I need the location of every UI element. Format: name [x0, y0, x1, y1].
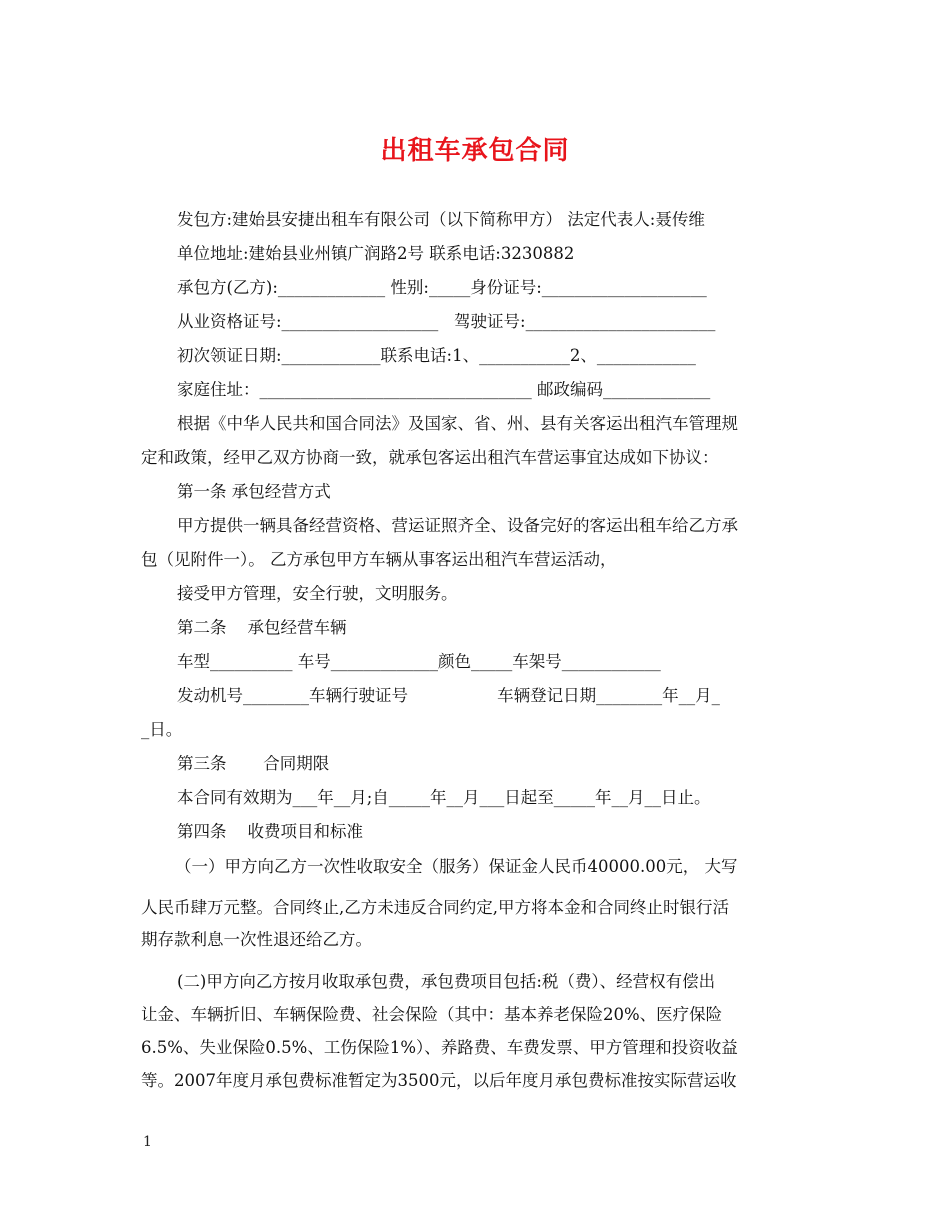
license-line: 从业资格证号:___________________ 驾驶证号:_______________________: [177, 312, 716, 331]
paragraph-line: 包（见附件一）。 乙方承包甲方车辆从事客运出租汽车营运活动，: [141, 550, 617, 569]
article-4-heading: 第四条 收费项目和标准: [177, 822, 363, 841]
paragraph-line: 人民币肆万元整。合同终止,乙方未违反合同约定,甲方将本金和合同终止时银行活: [141, 898, 729, 917]
term-line: 本合同有效期为___年__月;自_____年__月___日起至_____年__月__日止。: [177, 788, 711, 807]
paragraph-line: 期存款利息一次性退还给乙方。: [141, 930, 372, 949]
paragraph-line: 根据《中华人民共和国合同法》及国家、省、州、县有关客运出租汽车管理规: [177, 414, 738, 433]
paragraph-line: 定和政策，经甲乙双方协商一致，就承包客运出租汽车营运事宜达成如下协议：: [141, 448, 719, 467]
paragraph-line: （一）甲方向乙方一次性收取安全（服务）保证金人民币40000.00元， 大写: [175, 857, 738, 876]
home-address-line: 家庭住址：_________________________________ 邮政编码_____________: [177, 380, 711, 399]
paragraph-line: 6.5%、失业保险0.5%、工伤保险1%）、养路费、车费发票、甲方管理和投资收益: [141, 1038, 738, 1057]
document-title: 出租车承包合同: [380, 136, 570, 166]
party-a-line: 发包方:建始县安捷出租车有限公司（以下简称甲方） 法定代表人:聂传维: [177, 210, 705, 229]
paragraph-line: 让金、车辆折旧、车辆保险费、社会保险（其中：基本养老保险20%、医疗保险: [141, 1005, 723, 1024]
paragraph-line: _日。: [141, 720, 183, 739]
party-b-line: 承包方(乙方):_____________ 性别:_____身份证号:____________________: [177, 278, 707, 297]
paragraph-line: 等。2007年度月承包费标准暂定为3500元，以后年度月承包费标准按实际营运收: [141, 1071, 737, 1090]
paragraph-line: 甲方提供一辆具备经营资格、营运证照齐全、设备完好的客运出租车给乙方承: [177, 516, 738, 535]
paragraph-line: (二)甲方向乙方按月收取承包费，承包费项目包括:税（费）、经营权有偿出: [177, 972, 716, 991]
paragraph-line: 接受甲方管理，安全行驶，文明服务。: [177, 584, 458, 603]
article-1-heading: 第一条 承包经营方式: [177, 482, 331, 501]
vehicle-line: 车型__________ 车号_____________颜色_____车架号____________: [177, 652, 661, 671]
page-number: 1: [143, 1134, 152, 1150]
article-3-heading: 第三条 合同期限: [177, 754, 330, 773]
article-2-heading: 第二条 承包经营车辆: [177, 618, 347, 637]
address-line: 单位地址:建始县业州镇广润路2号 联系电话:3230882: [177, 244, 575, 263]
engine-line: 发动机号________车辆行驶证号 车辆登记日期________年__月_: [177, 686, 720, 705]
first-license-date-line: 初次领证日期:____________联系电话:1、___________2、____________: [177, 346, 696, 365]
